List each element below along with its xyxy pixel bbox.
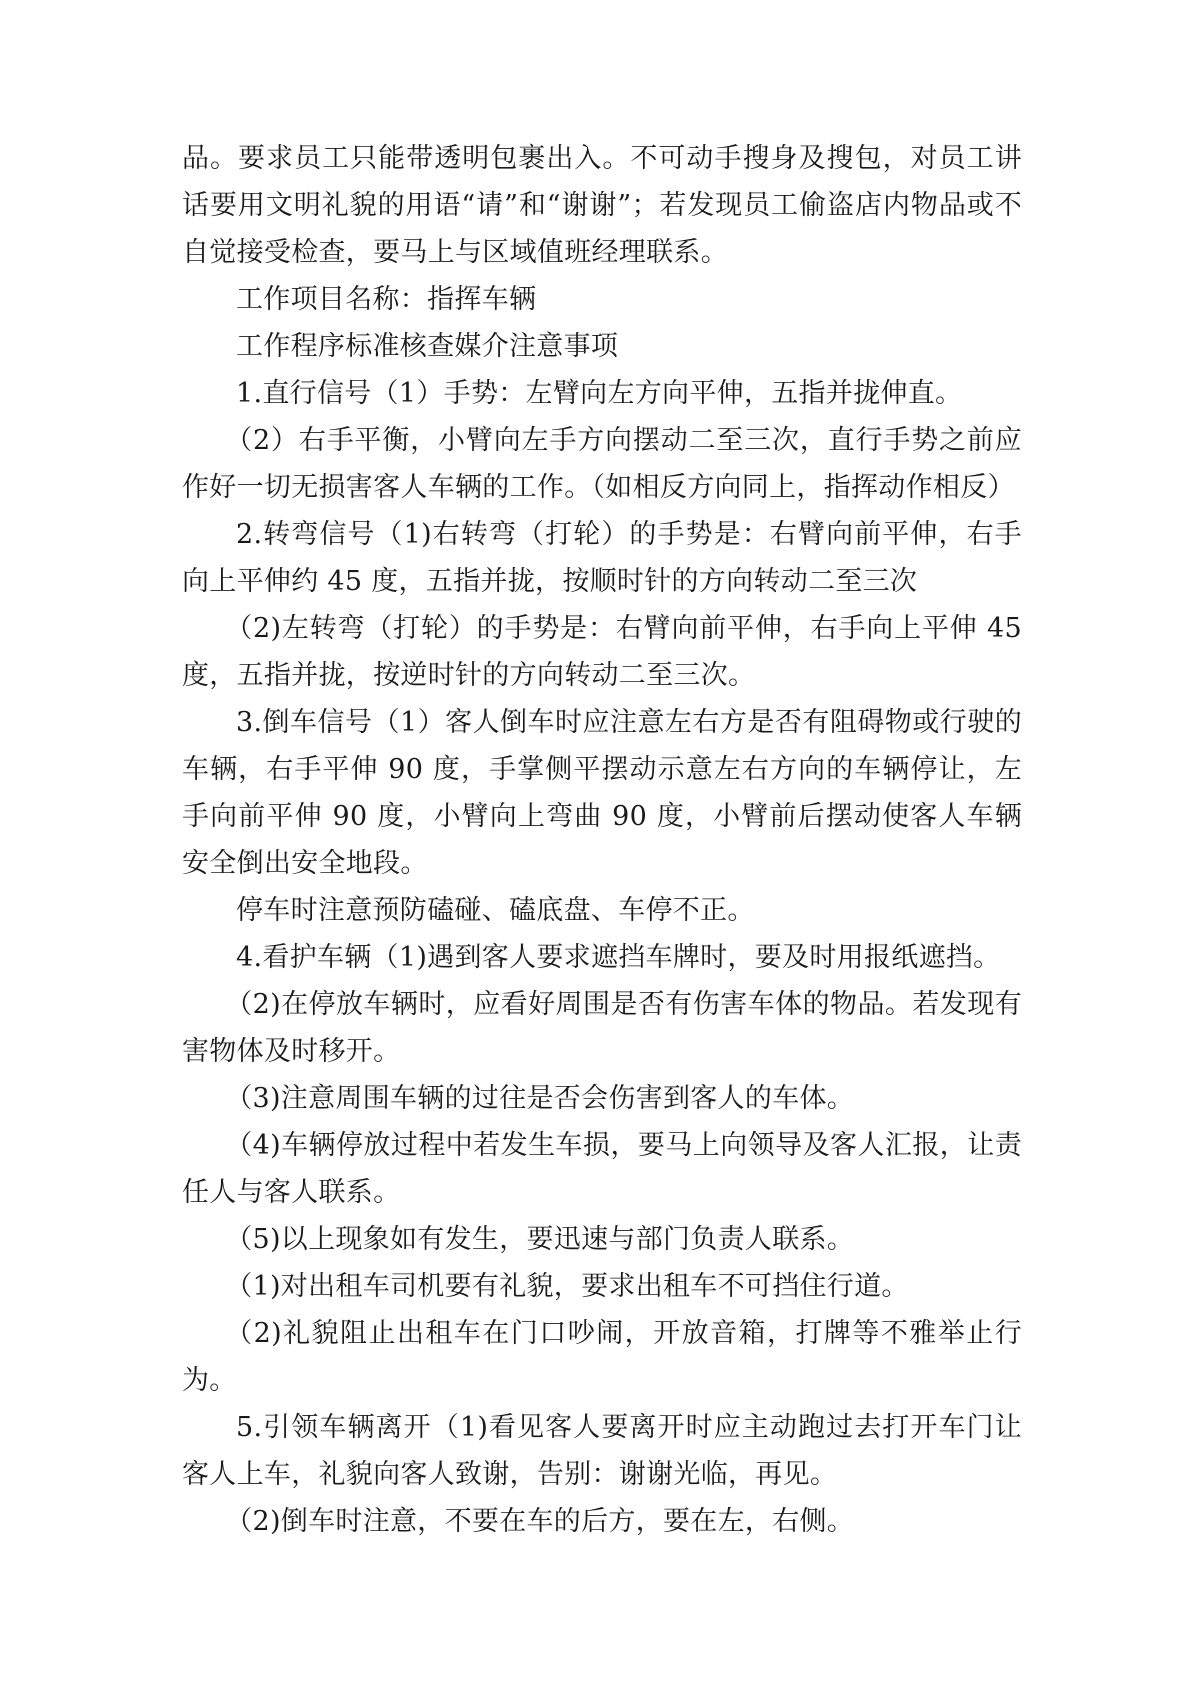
paragraph: （2)礼貌阻止出租车在门口吵闹，开放音箱，打牌等不雅举止行为。 — [182, 1318, 1022, 1396]
paragraph: （2)在停放车辆时，应看好周围是否有伤害车体的物品。若发现有害物体及时移开。 — [182, 989, 1022, 1067]
paragraph: （4)车辆停放过程中若发生车损，要马上向领导及客人汇报，让责任人与客人联系。 — [182, 1130, 1022, 1208]
paragraph: （2)左转弯（打轮）的手势是：右臂向前平伸，右手向上平伸 45 度，五指并拢，按逆时针的方向转动二至三次。 — [182, 613, 1022, 691]
paragraph: 工作程序标准核查媒介注意事项 — [236, 331, 619, 362]
paragraph: 2.转弯信号（1)右转弯（打轮）的手势是：右臂向前平伸，右手向上平伸约 45 度，五指并拢，按顺时针的方向转动二至三次 — [182, 519, 1022, 597]
paragraph: 4.看护车辆（1)遇到客人要求遮挡车牌时，要及时用报纸遮挡。 — [236, 942, 1001, 973]
paragraph: 3.倒车信号（1）客人倒车时应注意左右方是否有阻碍物或行驶的车辆，右手平伸 90 度，手掌侧平摆动示意左右方向的车辆停让，左手向前平伸 90 度，小臂向上弯曲 90 度，小臂前后摆动使客人车辆安全倒出安全地段。 — [182, 707, 1022, 879]
paragraph: （3)注意周围车辆的过往是否会伤害到客人的车体。 — [225, 1083, 855, 1114]
paragraph: 工作项目名称：指挥车辆 — [236, 284, 537, 315]
paragraph: 停车时注意预防磕碰、磕底盘、车停不正。 — [236, 895, 755, 926]
paragraph: （1)对出租车司机要有礼貌，要求出租车不可挡住行道。 — [225, 1271, 909, 1302]
paragraph: 5.引领车辆离开（1)看见客人要离开时应主动跑过去打开车门让客人上车，礼貌向客人致谢，告别：谢谢光临，再见。 — [182, 1412, 1022, 1490]
paragraph: （2）右手平衡，小臂向左手方向摆动二至三次，直行手势之前应作好一切无损害客人车辆的工作。（如相反方向同上，指挥动作相反） — [182, 425, 1022, 503]
document-body — [182, 135, 1022, 1545]
paragraph: （2)倒车时注意，不要在车的后方，要在左，右侧。 — [225, 1506, 855, 1537]
paragraph: 1.直行信号（1）手势：左臂向左方向平伸，五指并拢伸直。 — [236, 378, 963, 409]
paragraph: 品。要求员工只能带透明包裹出入。不可动手搜身及搜包，对员工讲话要用文明礼貌的用语“请”和“谢谢”；若发现员工偷盗店内物品或不自觉接受检查，要马上与区域值班经理联系。 — [182, 143, 1022, 268]
paragraph: （5)以上现象如有发生，要迅速与部门负责人联系。 — [225, 1224, 855, 1255]
